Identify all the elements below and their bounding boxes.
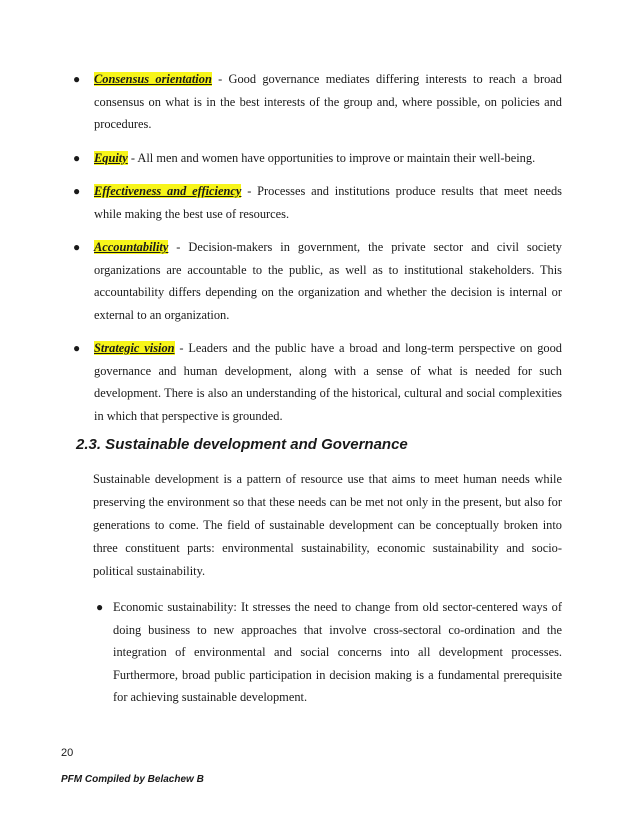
highlighted-term: Equity (94, 150, 128, 165)
list-item-effectiveness (70, 180, 562, 225)
bullet-icon: ● (73, 72, 81, 86)
item-text: - Good governance mediates differing interests to reach a broad consensus on what is in the best interests of the group and, where possible, on policies and procedures. (94, 72, 562, 131)
list-item-consensus (70, 68, 562, 136)
page-number: 20 (61, 747, 74, 759)
highlighted-term: Effectiveness and efficiency (94, 184, 242, 198)
list-item-equity (70, 147, 562, 170)
sustainability-list (93, 596, 562, 720)
list-item-strategic-vision (70, 337, 562, 427)
bullet-icon: ● (73, 150, 81, 165)
bullet-icon: ● (96, 600, 104, 614)
bullet-icon: ● (73, 240, 81, 254)
item-text: - Decision-makers in government, the private sector and civil society organizations are accountable to the public, as well as to institutional stakeholders. This accountability differs depending on the organization and whether the decision is internal or external to an organization. (94, 240, 562, 322)
item-text: Economic sustainability: It stresses the need to change from old sector-centered ways of doing business to new approaches that involve cross-sectoral co-ordination and the integration of environmental and social concerns into all development processes. Furthermore, broad public participation in decision making is a fundamental prerequisite for achieving sustainable development. (113, 600, 562, 704)
highlighted-term: Accountability (94, 240, 169, 254)
footer-text: PFM Compiled by Belachew B (61, 774, 204, 785)
list-item-economic-sustainability (93, 596, 562, 709)
item-text: - All men and women have opportunities to improve or maintain their well-being. (127, 150, 536, 165)
list-item-accountability (70, 236, 562, 326)
principles-list (70, 68, 562, 438)
bullet-icon: ● (73, 341, 81, 355)
section-paragraph: Sustainable development is a pattern of resource use that aims to meet human needs while preserving the environment so that these needs can be met not only in the present, but also for generations to come. The field of sustainable development can be conceptually broken into three constituent parts: environmental sustainability, economic sustainability and socio-political sustainability. (93, 472, 562, 578)
item-text: - Processes and institutions produce results that meet needs while making the best use of resources. (94, 184, 563, 221)
item-text: - Leaders and the public have a broad and long-term perspective on good governance and human development, along with a sense of what is needed for such development. There is also an understanding of the historical, cultural and social complexities in which that perspective is grounded. (94, 341, 562, 423)
highlighted-term: Strategic vision (94, 341, 175, 355)
bullet-icon: ● (73, 184, 81, 198)
highlighted-term: Consensus orientation (94, 72, 212, 86)
section-heading: 2.3. Sustainable development and Governance (76, 436, 408, 453)
